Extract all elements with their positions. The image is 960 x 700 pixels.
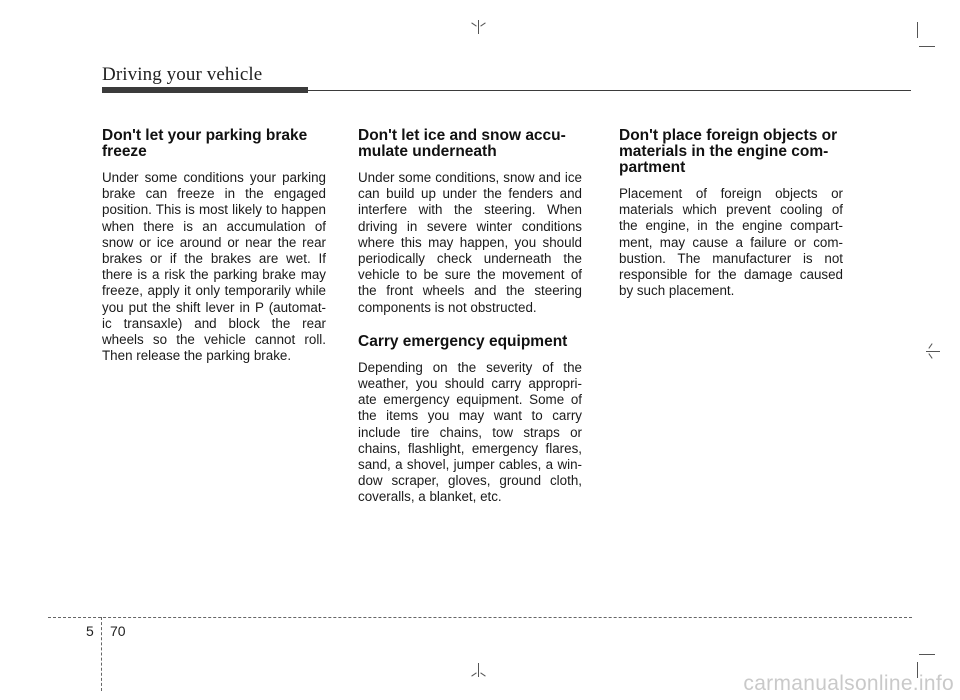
chapter-number: 5 [86,623,94,639]
heading-ice-snow-underneath: Don't let ice and snow accu-mulate underneath [358,127,566,160]
column-3 [619,128,843,299]
heading-foreign-objects: Don't place foreign objects or materials in the engine com-partment [619,127,838,176]
column-2 [358,128,582,506]
footer-rule [48,617,912,618]
footer-divider [101,617,102,691]
column-1 [102,128,326,364]
watermark: carmanualsonline.info [743,672,954,695]
heading-parking-brake-freeze: Don't let your parking brake freeze [102,127,308,160]
paragraph-ice-snow-underneath: Under some conditions, snow and ice can build up under the fenders and interfere with the steering. When driving in severe winter conditions where this may happen, you should periodically check underneath the vehicle to be sure the movement of the front wheels and the steering components is not obstructed. [358,170,582,315]
header-rule-thick [102,87,308,93]
heading-emergency-equipment: Carry emergency equipment [358,332,568,350]
header-rule-thin [308,90,911,91]
paragraph-parking-brake-freeze: Under some conditions your parking brake can freeze in the engaged position. This is most likely to happen when there is an accumulation of snow or ice around or near the rear brakes or if the brakes are wet. If there is a risk the parking brake may freeze, apply it only temporarily while you put the shift lever in P (automat-ic transaxle) and block the rear wheels so the vehicle cannot roll. Then release the parking brake. [102,170,326,364]
paragraph-foreign-objects: Placement of foreign objects or materials which prevent cooling of the engine, in the engine compart-ment, may cause a failure or com-bustion. The manufacturer is not responsible for the damage caused by such placement. [619,186,843,299]
section-title: Driving your vehicle [102,64,263,85]
paragraph-emergency-equipment: Depending on the severity of the weather, you should carry appropri-ate emergency equipment. Some of the items you may want to carry include tire chains, tow straps or chains, flashlight, emergency flares, sand, a shovel, jumper cables, a win-dow scraper, gloves, ground cloth, coveralls, a blanket, etc. [358,359,582,505]
page-number: 70 [110,623,126,639]
